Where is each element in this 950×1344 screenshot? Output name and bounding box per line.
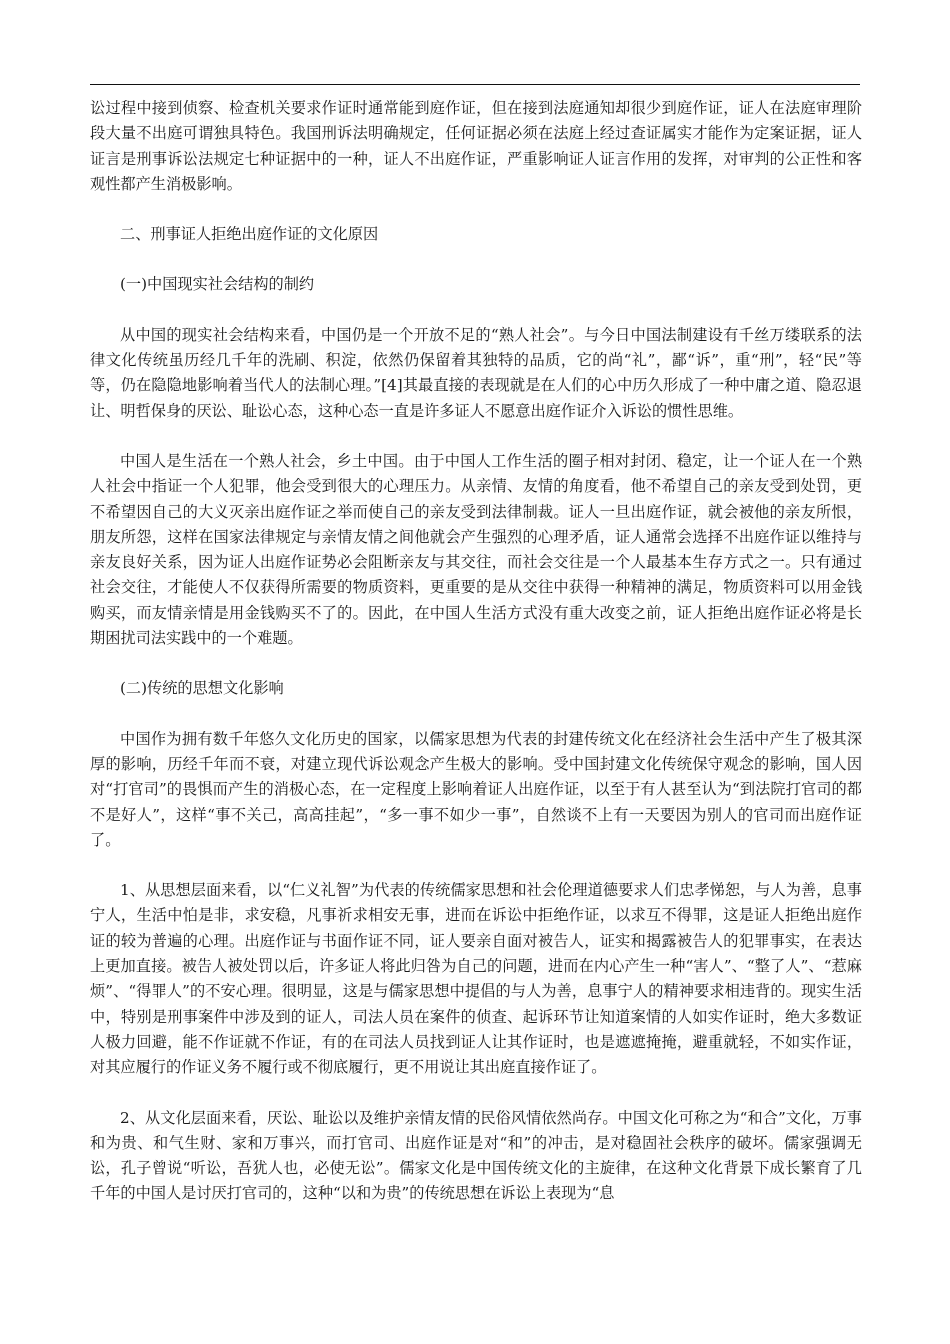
document-body — [90, 96, 862, 1232]
paragraph: 1、从思想层面来看，以“仁义礼智”为代表的传统儒家思想和社会伦理道德要求人们忠孝悌恕，与人为善，息事宁人，生活中怕是非，求安稳，凡事祈求相安无事，进而在诉讼中拒绝作证，以求互不得罪，这是证人拒绝出庭作证的较为普遍的心理。出庭作证与书面作证不同，证人要亲自面对被告人，证实和揭露被告人的犯罪事实，在表达上更加直接。被告人被处罚以后，许多证人将此归咎为自己的问题，进而在内心产生一种“害人”、“整了人”、“惹麻烦”、“得罪人”的不安心理。很明显，这是与儒家思想中提倡的与人为善，息事宁人的精神要求相违背的。现实生活中，特别是刑事案件中涉及到的证人，司法人员在案件的侦查、起诉环节让知道案情的人如实作证时，绝大多数证人极力回避，能不作证就不作证，有的在司法人员找到证人让其作证时，也是遮遮掩掩，避重就轻，不如实作证，对其应履行的作证义务不履行或不彻底履行，更不用说让其出庭直接作证了。 — [90, 881, 862, 1077]
paragraph: 从中国的现实社会结构来看，中国仍是一个开放不足的“熟人社会”。与今日中国法制建设有千丝万缕联系的法律文化传统虽历经几千年的洗刷、积淀，依然仍保留着其独特的品质，它的尚“礼”，鄙“诉”，重“刑”，轻“民”等等，仍在隐隐地影响着当代人的法制心理。”[4]其最直接的表现就是在人们的心中历久形成了一种中庸之道、隐忍退让、明哲保身的厌讼、耻讼心态，这种心态一直是许多证人不愿意出庭作证介入诉讼的惯性思维。 — [90, 325, 862, 420]
paragraph: 2、从文化层面来看，厌讼、耻讼以及维护亲情友情的民俗风情依然尚存。中国文化可称之为“和合”文化，万事和为贵、和气生财、家和万事兴，而打官司、出庭作证是对“和”的冲击，是对稳固社会秩序的破坏。儒家强调无讼，孔子曾说“听讼，吾犹人也，必使无讼”。儒家文化是中国传统文化的主旋律，在这种文化背景下成长繁育了几千年的中国人是讨厌打官司的，这种“以和为贵”的传统思想在诉讼上表现为“息 — [90, 1108, 862, 1203]
paragraph-continued: 讼过程中接到侦察、检查机关要求作证时通常能到庭作证，但在接到法庭通知却很少到庭作证，证人在法庭审理阶段大量不出庭可谓独具特色。我国刑诉法明确规定，任何证据必须在法庭上经过查证属实才能作为定案证据，证人证言是刑事诉讼法规定七种证据中的一种，证人不出庭作证，严重影响证人证言作用的发挥，对审判的公正性和客观性都产生消极影响。 — [90, 99, 862, 193]
section-heading: 二、刑事证人拒绝出庭作证的文化原因 — [120, 225, 379, 244]
paragraph: 中国作为拥有数千年悠久文化历史的国家，以儒家思想为代表的封建传统文化在经济社会生活中产生了极其深厚的影响，历经千年而不衰，对建立现代诉讼观念产生极大的影响。受中国封建文化传统保守观念的影响，国人因对“打官司”的畏惧而产生的消极心态，在一定程度上影响着证人出庭作证，以至于有人甚至认为“到法院打官司的都不是好人”，这样“事不关己，高高挂起”，“多一事不如少一事”，自然谈不上有一天要因为别人的官司而出庭作证了。 — [90, 729, 862, 849]
subsection-heading: (一)中国现实社会结构的制约 — [120, 275, 315, 294]
subsection-heading: (二)传统的思想文化影响 — [120, 679, 284, 698]
header-rule — [90, 84, 860, 85]
paragraph: 中国人是生活在一个熟人社会，乡土中国。由于中国人工作生活的圈子相对封闭、稳定，让一个证人在一个熟人社会中指证一个人犯罪，他会受到很大的心理压力。从亲情、友情的角度看，他不希望自己的亲友受到处罚，更不希望因自己的大义灭亲出庭作证之举而使自己的亲友受到法律制裁。证人一旦出庭作证，就会被他的亲友所恨，朋友所怨，这样在国家法律规定与亲情友情之间他就会产生强烈的心理矛盾，证人通常会选择不出庭作证以维持与亲友良好关系，因为证人出庭作证势必会阻断亲友与其交往，而社会交往是一个人最基本生存方式之一。只有通过社会交往，才能使人不仅获得所需要的物质资料，更重要的是从交往中获得一种精神的满足，物质资料可以用金钱购买，而友情亲情是用金钱购买不了的。因此，在中国人生活方式没有重大改变之前，证人拒绝出庭作证必将是长期困扰司法实践中的一个难题。 — [90, 451, 862, 648]
